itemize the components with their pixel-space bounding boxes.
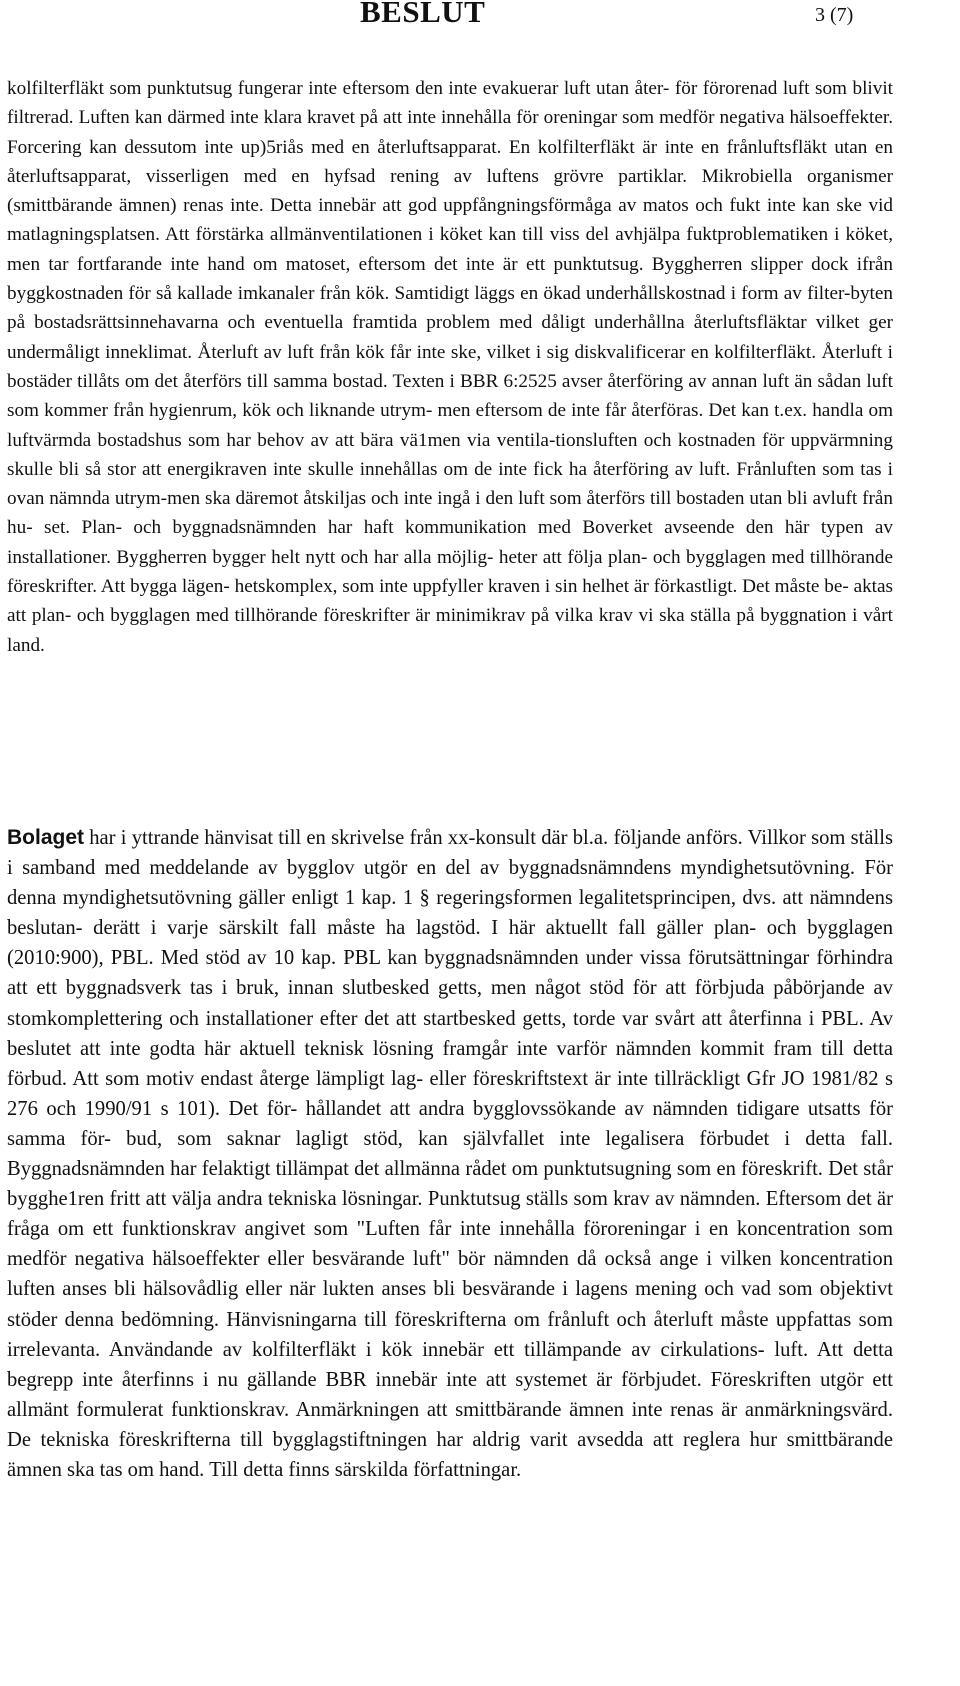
document-title: BESLUT [360, 0, 486, 29]
body-paragraph-2 [7, 823, 893, 1485]
paragraph-2-text: har i yttrande hänvisat till en skrivelse från xx-konsult där bl.a. följande anförs. Villkor som ställs i samband med meddelande av bygglov utgör en del av byggnadsnämndens myndighetsutövning. För denna myndighetsutövning gäller enligt 1 kap. 1 § regeringsformen legalitetsprincipen, dvs. att nämndens beslutan- derätt i varje särskilt fall måste ha lagstöd. I här aktuellt fall gäller plan- och bygglagen (2010:900), PBL. Med stöd av 10 kap. PBL kan byggnadsnämnden under vissa förutsättningar förhindra att ett byggnadsverk tas i bruk, innan slutbesked getts, men något stöd för att förbjuda påbörjande av stomkomplettering och installationer efter det att startbesked getts, torde var svårt att återfinna i PBL. Av beslutet att inte godta här aktuell teknisk lösning framgår inte varför nämnden kommit fram till detta förbud. Att som motiv endast återge lämpligt lag- eller föreskriftstext är inte tillräckligt Gfr JO 1981/82 s 276 och 1990/91 s 101). Det för- hållandet att andra bygglovssökande av nämnden tidigare utsatts för samma för- bud, som saknar lagligt stöd, kan självfallet inte legalisera förbudet i detta fall. Byggnadsnämnden har felaktigt tillämpat det allmänna rådet om punktutsugning som en föreskrift. Det står bygghe1ren fritt att välja andra tekniska lösningar. Punktutsug ställs som krav av nämnden. Eftersom det är fråga om ett funktionskrav angivet som "Luften får inte innehålla föroreningar i en koncentration som medför negativa hälsoeffekter eller besvärande luft" bör nämnden då också ange i vilken koncentration luften anses bli hälsovådlig eller när lukten anses bli besvärande i lagens mening och vad som objektivt stöder denna bedömning. Hänvisningarna till föreskrifterna om frånluft och återluft måste uppfattas som irrelevanta. Användande av kolfilterfläkt i kök innebär ett tillämpande av cirkulations- luft. Att detta begrepp inte återfinns i nu gällande BBR innebär inte att systemet är förbjudet. Föreskriften utgör ett allmänt formulerat funktionskrav. Anmärkningen att smittbärande ämnen inte renas är anmärkningsvärd. De tekniska föreskrifterna till bygglagstiftningen har aldrig varit avsedda att reglera hur smittbärande ämnen ska tas om hand. Till detta finns särskilda författningar. [7, 827, 893, 1481]
body-paragraph-1: kolfilterfläkt som punktutsug fungerar inte eftersom den inte evakuerar luft utan åter- för förorenad luft som blivit filtrerad. Luften kan därmed inte klara kravet på att inte innehålla för oreningar som medför negativa hälsoeffekter. Forcering kan dessutom inte up)5riås med en återluftsapparat. En kolfilterfläkt är inte en frånluftsfläkt utan en återluftsapparat, visserligen med en hyfsad rening av luftens grövre partiklar. Mikrobiella organismer (smittbärande ämnen) renas inte. Detta innebär att god uppfångningsförmåga av matos och fukt inte kan ske vid matlagningsplatsen. Att förstärka allmänventilationen i köket kan till viss del avhjälpa fuktproblematiken i köket, men tar fortfarande inte hand om matoset, eftersom det inte är ett punktutsug. Byggherren slipper dock ifrån byggkostnaden för så kallade imkanaler från kök. Samtidigt läggs en ökad underhållskostnad i form av filter-byten på bostadsrättsinnehavarna och eventuella framtida problem med dåligt underhållna återluftsfläktar vilket ger undermåligt inneklimat. Återluft av luft från kök får inte ske, vilket i sig diskvalificerar en kolfilterfläkt. Återluft i bostäder tillåts om det återförs till samma bostad. Texten i BBR 6:2525 avser återföring av annan luft än sådan luft som kommer från hygienrum, kök och liknande utrym- men eftersom de inte får återföras. Det kan t.ex. handla om luftvärmda bostadshus som har behov av att bära vä1men via ventila-tionsluften och kostnaden för uppvärmning skulle bli så stor att energikraven inte skulle innehållas om de inte fick ha återföring av luft. Frånluften som tas i ovan nämnda utrym-men ska däremot åtskiljas och inte ingå i den luft som återförs till bostaden utan bli avluft från hu- set. Plan- och byggnadsnämnden har haft kommunikation med Boverket avseende den här typen av installationer. Byggherren bygger helt nytt och har alla möjlig- heter att följa plan- och bygglagen med tillhörande föreskrifter. Att bygga lägen- hetskomplex, som inte uppfyller kraven i sin helhet är förkastligt. Det måste be- aktas att plan- och bygglagen med tillhörande föreskrifter är minimikrav på vilka krav vi ska ställa på byggnation i vårt land. [7, 78, 893, 656]
page-header [0, 0, 960, 40]
paragraph-lead-word: Bolaget [7, 826, 85, 849]
page-number: 3 (7) [815, 4, 854, 26]
